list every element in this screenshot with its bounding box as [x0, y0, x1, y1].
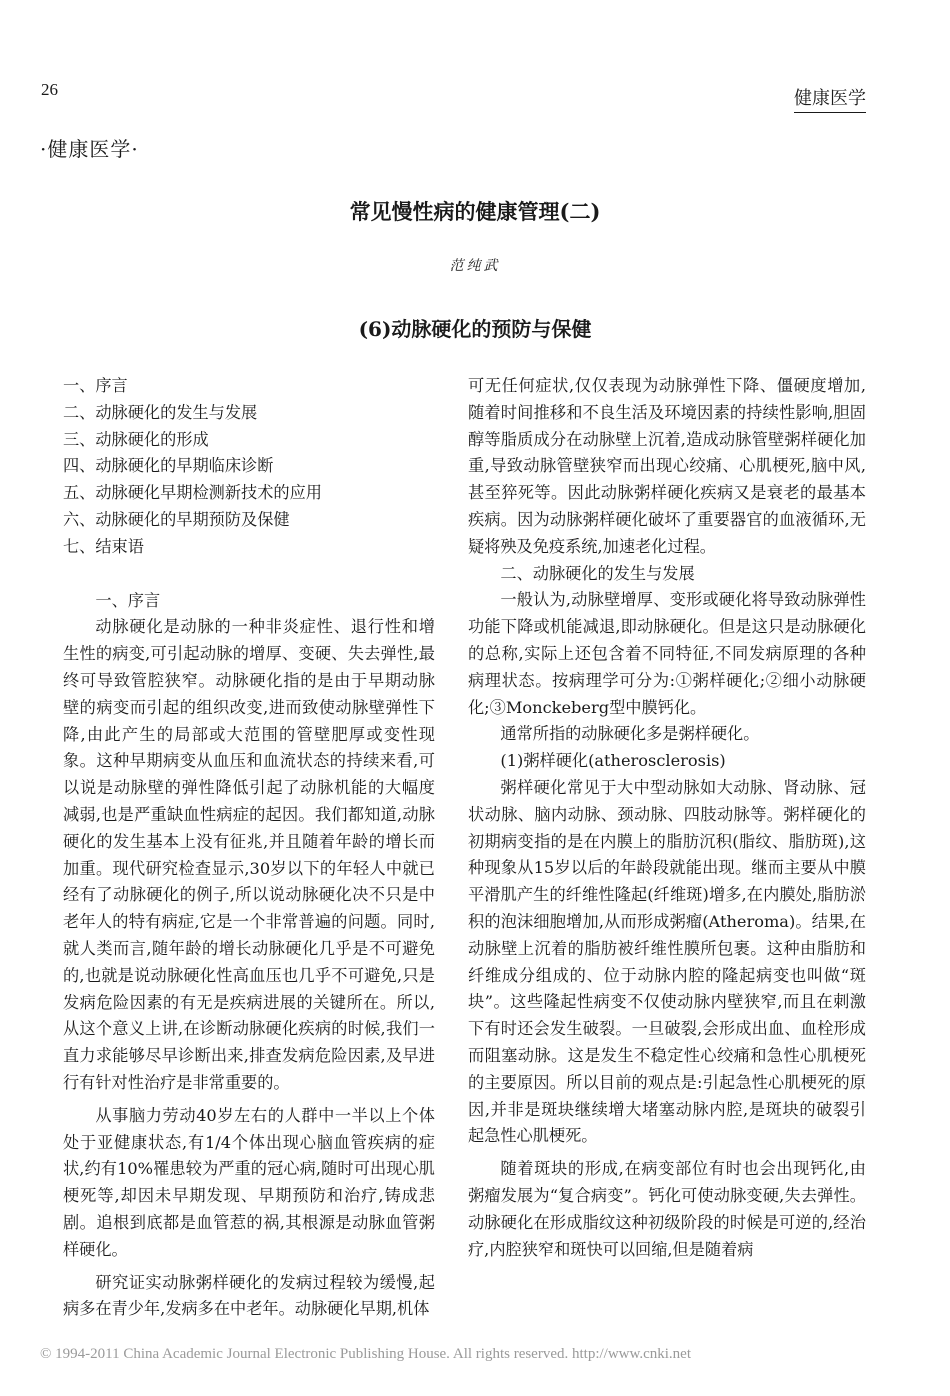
toc-item: 七、结束语	[63, 536, 144, 556]
section-tag: ·健康医学·	[40, 137, 139, 161]
paragraph: 随着斑块的形成,在病变部位有时也会出现钙化,由粥瘤发展为“复合病变”。钙化可使动脉变硬,失去弹性。动脉硬化在形成脂纹这种初级阶段的时候是可逆的,经治疗,内腔狭窄和斑快可以回缩,但是随着病	[468, 1159, 866, 1259]
toc-item: 二、动脉硬化的发生与发展	[63, 402, 258, 422]
toc-item: 五、动脉硬化早期检测新技术的应用	[63, 483, 322, 503]
paragraph: 可无任何症状,仅仅表现为动脉弹性下降、僵硬度增加,随着时间推移和不良生活及环境因素的持续性影响,胆固醇等脂质成分在动脉壁上沉着,造成动脉管壁粥样硬化加重,导致动脉管壁狭窄而出现心绞痛、心肌梗死,脑中风,甚至猝死等。因此动脉粥样硬化疾病又是衰老的最基本疾病。因为动脉粥样硬化破坏了重要器官的血液循环,无疑将殃及免疫系统,加速老化过程。	[468, 376, 866, 556]
paragraph: 粥样硬化常见于大中型动脉如大动脉、肾动脉、冠状动脉、脑内动脉、颈动脉、四肢动脉等。粥样硬化的初期病变指的是在内膜上的脂肪沉积(脂纹、脂肪斑),这种现象从15岁以后的年龄段就能出现。继而主要从中膜平滑肌产生的纤维性隆起(纤维斑)增多,在内膜处,脂肪淤积的泡沫细胞增加,从而形成粥瘤(Atheroma)。结果,在动脉壁上沉着的脂肪被纤维性膜所包裹。这种由脂肪和纤维成分组成的、位于动脉内腔的隆起病变也叫做“斑块”。这些隆起性病变不仅使动脉内壁狭窄,而且在刺激下有时还会发生破裂。一旦破裂,会形成出血、血栓形成而阻塞动脉。这是发生不稳定性心绞痛和急性心肌梗死的主要原因。所以目前的观点是:引起急性心肌梗死的原因,并非是斑块继续增大堵塞动脉内腔,是斑块的破裂引起急性心肌梗死。	[468, 777, 866, 1146]
right-column	[468, 373, 866, 1263]
copyright-footer: © 1994-2011 China Academic Journal Electronic Publishing House. All rights reserved. http://www.cnki.net	[40, 1346, 692, 1362]
section-heading-development: 二、动脉硬化的发生与发展	[500, 563, 695, 583]
article-subtitle: (6)动脉硬化的预防与保健	[358, 317, 592, 341]
paragraph: 研究证实动脉粥样硬化的发病过程较为缓慢,起病多在青少年,发病多在中老年。动脉硬化早期,机体	[63, 1272, 435, 1319]
running-head: 健康医学	[794, 84, 866, 113]
paragraph: 从事脑力劳动40岁左右的人群中一半以上个体处于亚健康状态,有1/4个体出现心脑血管疾病的症状,约有10%罹患较为严重的冠心病,随时可出现心肌梗死等,却因未早期发现、早期预防和治疗,铸成悲剧。追根到底都是血管惹的祸,其根源是动脉血管粥样硬化。	[63, 1105, 435, 1259]
subsection-heading-atherosclerosis: (1)粥样硬化(atherosclerosis)	[500, 751, 726, 771]
toc-item: 四、动脉硬化的早期临床诊断	[63, 456, 274, 476]
author: 范纯武	[449, 258, 501, 274]
paragraph: 通常所指的动脉硬化多是粥样硬化。	[500, 724, 760, 744]
paragraph: 动脉硬化是动脉的一种非炎症性、退行性和增生性的病变,可引起动脉的增厚、变硬、失去弹性,最终可导致管腔狭窄。动脉硬化指的是由于早期动脉壁的病变而引起的组织改变,进而致使动脉壁弹性下降,由此产生的局部或大范围的管壁肥厚或变性现象。这种早期病变从血压和血流状态的持续来看,可以说是动脉壁的弹性降低引起了动脉机能的大幅度减弱,也是严重缺血性病症的起因。我们都知道,动脉硬化的发生基本上没有征兆,并且随着年龄的增长而加重。现代研究检查显示,30岁以下的年轻人中就已经有了动脉硬化的例子,所以说动脉硬化决不只是中老年人的特有病症,它是一个非常普遍的问题。同时,就人类而言,随年龄的增长动脉硬化几乎是不可避免的,也就是说动脉硬化性高血压也几乎不可避免,只是发病危险因素的有无是疾病进展的关键所在。所以,从这个意义上讲,在诊断动脉硬化疾病的时候,我们一直力求能够尽早诊断出来,排查发病危险因素,及早进行有针对性治疗是非常重要的。	[63, 617, 435, 1092]
left-column	[63, 373, 435, 1323]
section-heading-intro: 一、序言	[95, 590, 161, 610]
paragraph: 一般认为,动脉壁增厚、变形或硬化将导致动脉弹性功能下降或机能减退,即动脉硬化。但是这只是动脉硬化的总称,实际上还包含着不同特征,不同发病原理的各种病理状态。按病理学可分为:①粥样硬化;②细小动脉硬化;③Monckeberg型中膜钙化。	[468, 590, 866, 717]
table-of-contents	[63, 373, 435, 561]
toc-item: 一、序言	[63, 376, 128, 395]
page-number: 26	[41, 80, 58, 99]
toc-item: 六、动脉硬化的早期预防及保健	[63, 509, 290, 529]
article-title: 常见慢性病的健康管理(二)	[349, 199, 601, 224]
toc-item: 三、动脉硬化的形成	[63, 429, 209, 449]
